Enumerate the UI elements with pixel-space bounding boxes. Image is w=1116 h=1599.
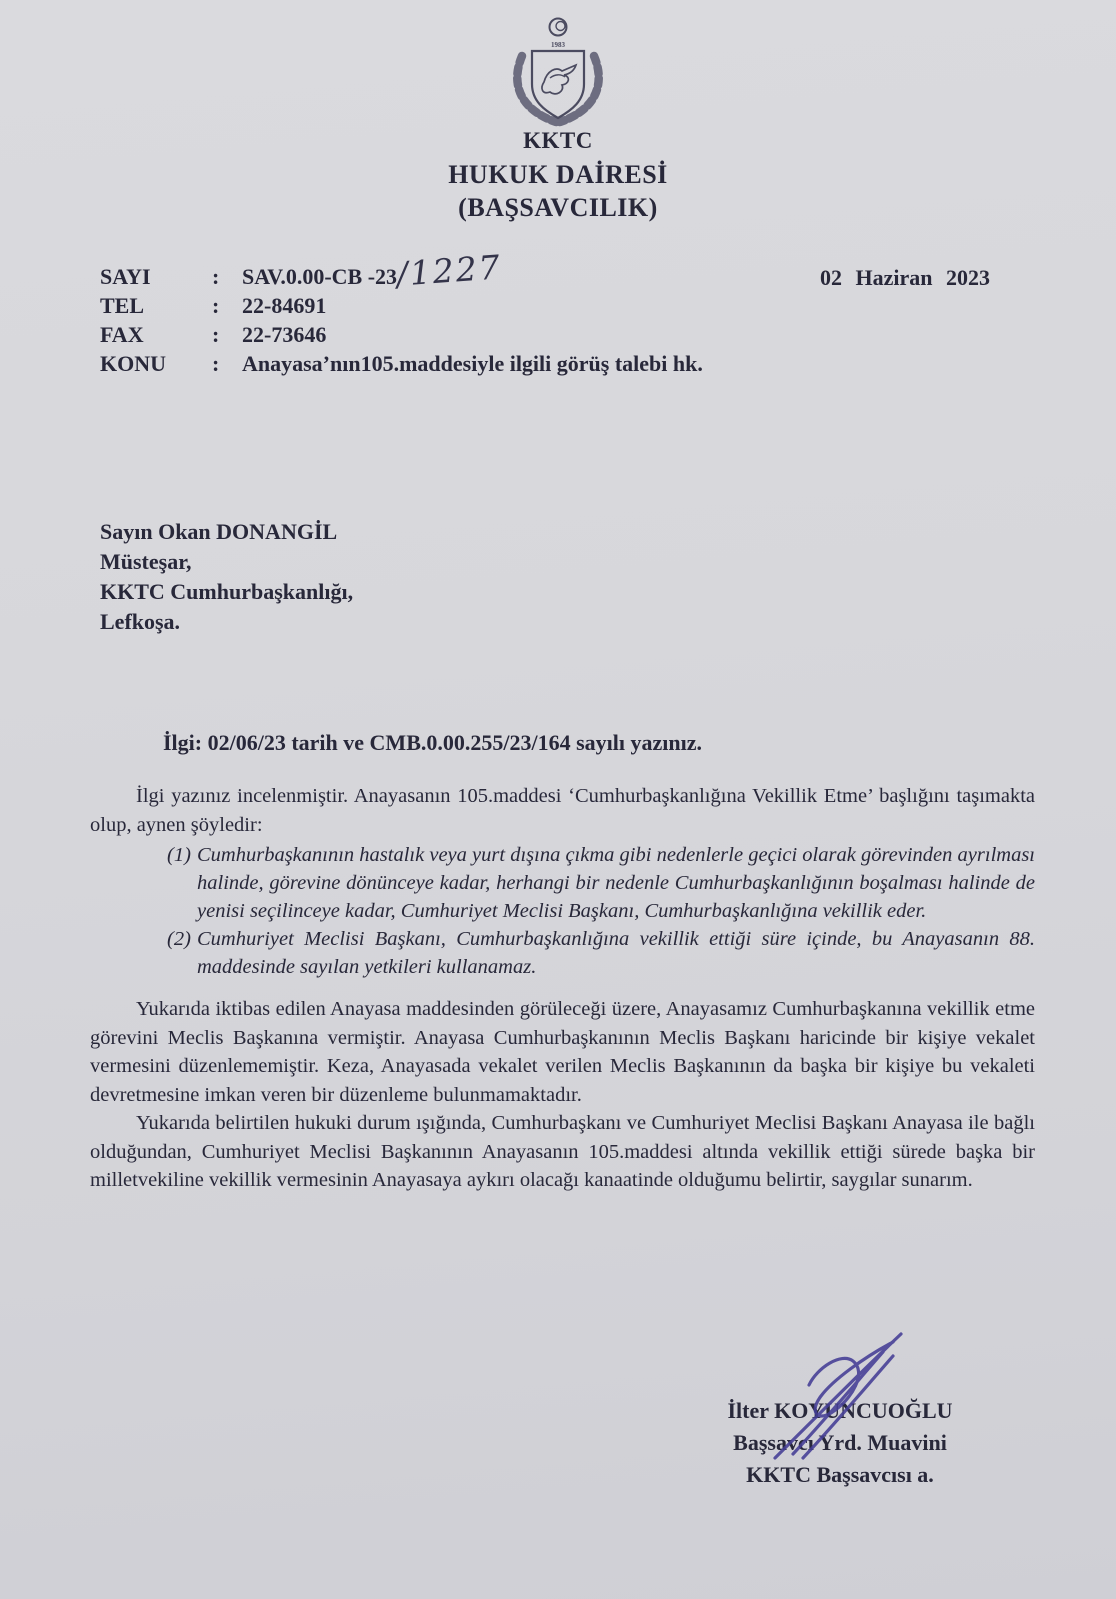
recipient-title: Müsteşar, — [100, 549, 192, 574]
document-date: 02 Haziran 2023 — [820, 265, 990, 290]
meta-colon: : — [212, 322, 220, 347]
document-meta — [100, 247, 800, 378]
emblem-graphic — [492, 14, 624, 132]
reference-line: İlgi: 02/06/23 tarih ve CMB.0.00.255/23/164 sayılı yazınız. — [163, 730, 702, 755]
body-paragraph-2: Yukarıda iktibas edilen Anayasa maddesinden görüleceği üzere, Anayasamız Cumhurbaşkanına vekillik etme görevini Meclis Başkanına vermiştir. Anayasa Cumhurbaşkanının Meclis Başkanı haricinde bir kişiye vekalet vermesini düzenlememiştir. Keza, Anayasada vekalet verilen Meclis Başkanının da başka bir kişiye bu vekaleti devretmesine imkan veren bir düzenleme bulunmamaktadır. — [90, 998, 1035, 1106]
meta-row-konu — [100, 349, 800, 378]
recipient-block — [100, 517, 353, 637]
signer-title: Başsavcı Yrd. Muavini — [733, 1430, 947, 1455]
letter-body — [90, 782, 1035, 1195]
meta-row-tel — [100, 291, 800, 320]
quoted-item-text: Cumhuriyet Meclisi Başkanı, Cumhurbaşkanlığına vekillik ettiği süre içinde, bu Anayasanın 88. maddesinde sayılan yetkileri kullanamaz. — [197, 928, 1035, 978]
quoted-item-2 — [167, 925, 1035, 981]
org-department: HUKUK DAİRESİ — [448, 160, 668, 189]
meta-label: SAYI — [100, 264, 151, 289]
olive-wreath-icon — [517, 56, 598, 122]
recipient-city: Lefkoşa. — [100, 609, 181, 634]
meta-row-fax — [100, 320, 800, 349]
body-paragraph-3: Yukarıda belirtilen hukuki durum ışığında, Cumhurbaşkanı ve Cumhuriyet Meclisi Başkanı Anayasa ile bağlı olduğundan, Cumhuriyet Meclisi Başkanının Anayasanın 105.maddesi altında vekillik ettiği sürede başka bir milletvekiline vekillik vermesinin Anayasaya aykırı olacağı kanaatinde olduğumu belirtir, saygılar sunarım. — [90, 1112, 1035, 1191]
dove-wing-icon — [550, 75, 565, 78]
emblem-year: 1983 — [551, 41, 565, 49]
quoted-item-text: Cumhurbaşkanının hastalık veya yurt dışına çıkma gibi nedenlerle geçici olarak görevinden ayrılması halinde, görevine dönünceye kadar, herhangi bir nedenle Cumhurbaşkanlığının boşalması halinde de yenisi seçilinceye kadar, Cumhuriyet Meclisi Başkanı, Cumhurbaşkanlığına vekillik eder. — [197, 844, 1035, 922]
crescent-star-icon — [550, 19, 567, 36]
body-paragraph-1: İlgi yazınız incelenmiştir. Anayasanın 105.maddesi ‘Cumhurbaşkanlığına Vekillik Etme’ başlığını taşımakta olup, aynen şöyledir: — [90, 785, 1035, 836]
quoted-article — [90, 841, 1035, 981]
meta-row-sayi — [100, 247, 800, 294]
fax-number: 22-73646 — [242, 322, 327, 347]
document-number: SAV.0.00-CB -23 — [242, 264, 398, 289]
dove-icon — [542, 65, 576, 94]
meta-colon: : — [212, 293, 220, 318]
quoted-item-number: (1) — [167, 844, 191, 866]
recipient-name: Sayın Okan DONANGİL — [100, 519, 338, 544]
meta-colon: : — [212, 264, 220, 289]
org-office: (BAŞSAVCILIK) — [458, 193, 658, 222]
recipient-organization: KKTC Cumhurbaşkanlığı, — [100, 579, 354, 604]
signer-authority: KKTC Başsavcısı a. — [746, 1462, 934, 1487]
handwritten-number: /1227 — [395, 247, 503, 294]
org-abbreviation: KKTC — [523, 128, 593, 153]
subject-text: Anayasa’nın105.maddesiyle ilgili görüş talebi hk. — [242, 351, 703, 376]
phone-number: 22-84691 — [242, 293, 327, 318]
shield-icon — [532, 51, 584, 118]
quoted-item-1 — [167, 841, 1035, 925]
meta-colon: : — [212, 351, 220, 376]
meta-label: KONU — [100, 351, 166, 376]
handwritten-signature — [745, 1328, 965, 1463]
letterhead — [0, 128, 1116, 223]
quoted-item-number: (2) — [167, 928, 191, 950]
meta-label: FAX — [100, 322, 144, 347]
signer-name: İlter KOYUNCUOĞLU — [727, 1398, 953, 1423]
kktc-coat-of-arms — [0, 14, 1116, 137]
meta-label: TEL — [100, 293, 145, 318]
